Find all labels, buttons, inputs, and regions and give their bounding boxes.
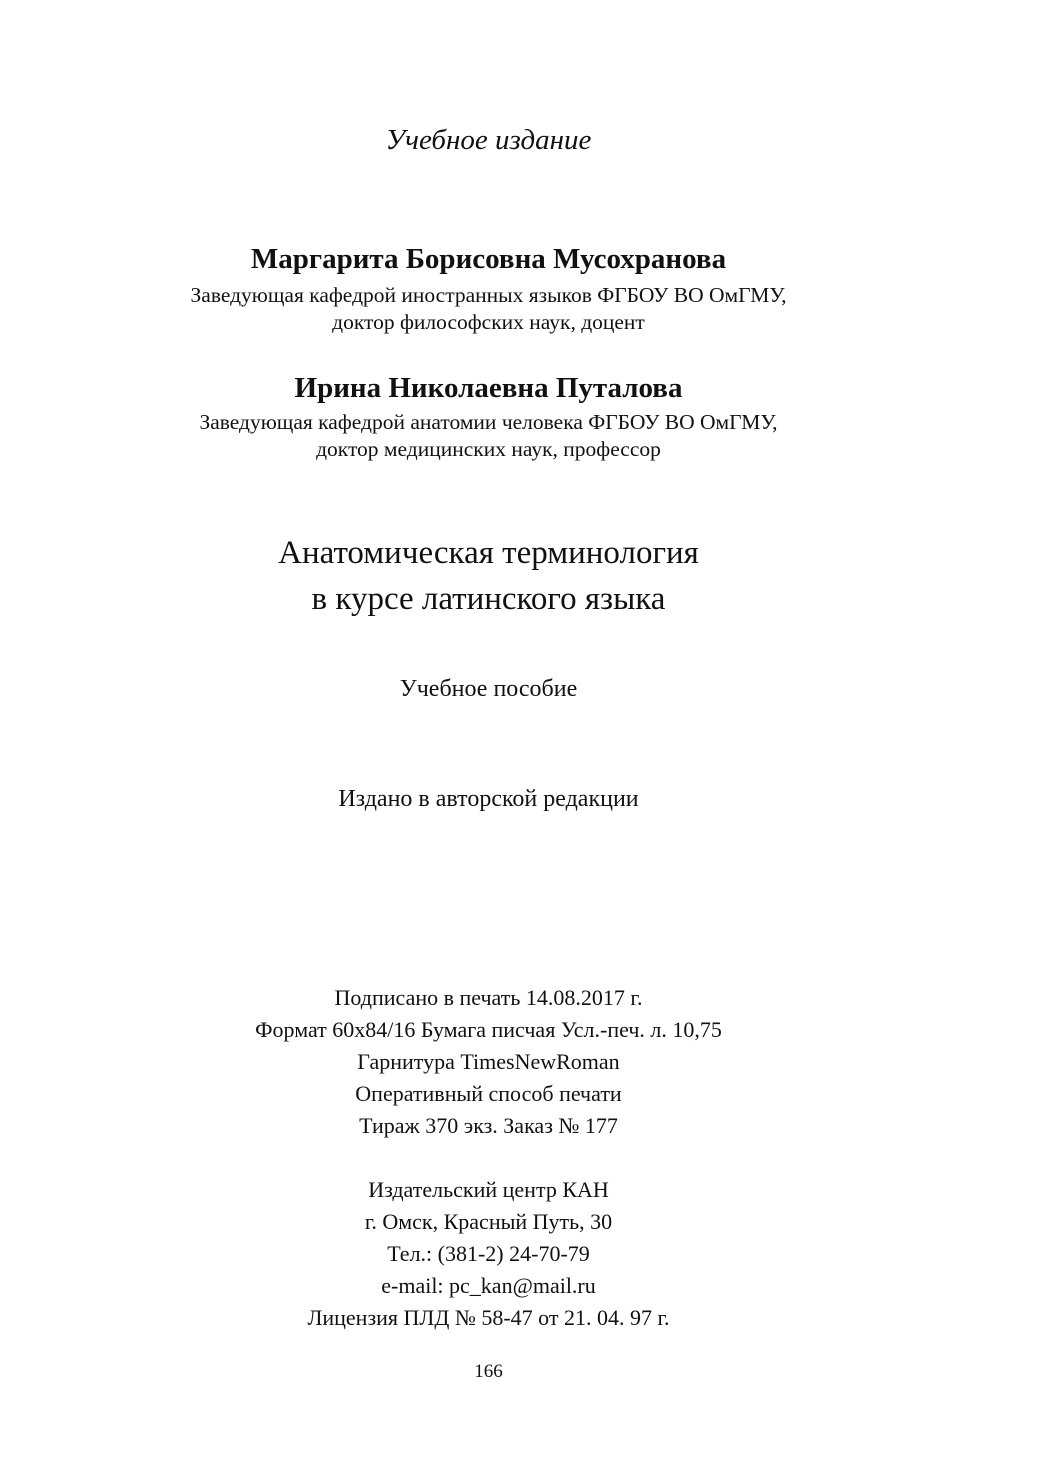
edition-note: Издано в авторской редакции xyxy=(338,786,639,812)
publisher-info-line: Издательский центр КАН xyxy=(368,1177,609,1202)
author-position-1-line1: Заведующая кафедрой иностранных языков ФГБОУ ВО ОмГМУ, xyxy=(190,283,787,307)
publisher-info-line: Лицензия ПЛД № 58-47 от 21. 04. 97 г. xyxy=(307,1305,670,1330)
print-info-line: Тираж 370 экз. Заказ № 177 xyxy=(359,1113,618,1138)
print-info-line: Подписано в печать 14.08.2017 г. xyxy=(334,985,643,1010)
book-title-line1: Анатомическая терминология xyxy=(278,535,699,571)
author-position-2-line1: Заведующая кафедрой анатомии человека ФГБОУ ВО ОмГМУ, xyxy=(199,410,778,434)
author-name-2: Ирина Николаевна Путалова xyxy=(294,372,683,404)
print-info-line: Оперативный способ печати xyxy=(355,1081,622,1106)
author-name-1: Маргарита Борисовна Мусохранова xyxy=(250,243,727,275)
author-position-1-line2: доктор философских наук, доцент xyxy=(332,310,645,334)
page-number: 166 xyxy=(474,1361,503,1382)
publisher-info-line: e-mail: pc_kan@mail.ru xyxy=(381,1273,596,1298)
book-subtitle: Учебное пособие xyxy=(399,676,578,702)
edition-type: Учебное издание xyxy=(385,124,592,156)
author-position-2-line2: доктор медицинских наук, профессор xyxy=(316,437,661,461)
print-info-line: Гарнитура TimesNewRoman xyxy=(357,1049,620,1074)
publisher-info-line: Тел.: (381-2) 24-70-79 xyxy=(387,1241,590,1266)
publisher-info-line: г. Омск, Красный Путь, 30 xyxy=(364,1209,613,1234)
print-info-line: Формат 60х84/16 Бумага писчая Усл.-печ. л. 10,75 xyxy=(255,1017,722,1042)
book-title-line2: в курсе латинского языка xyxy=(311,581,666,617)
